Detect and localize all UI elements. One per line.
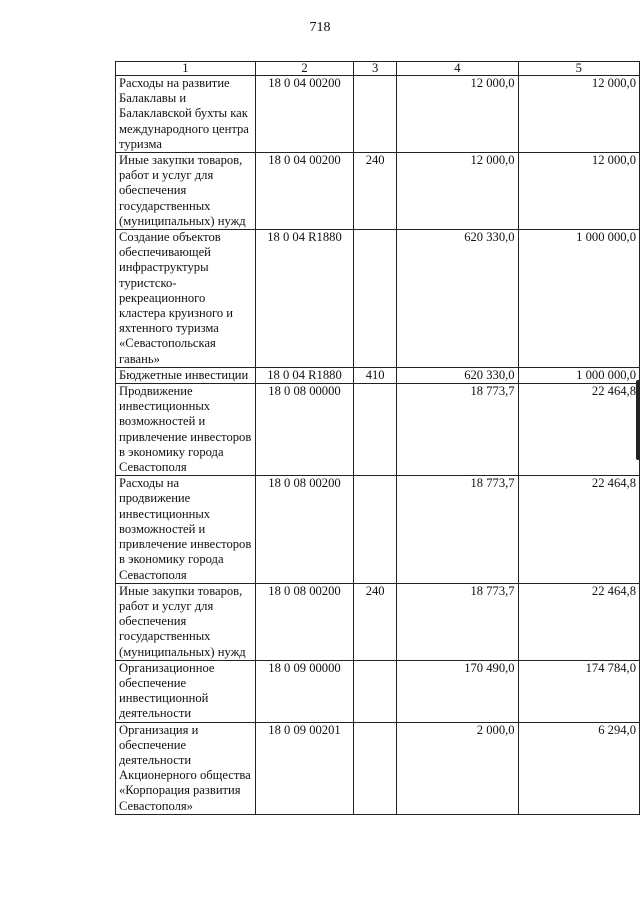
row-value-col5-cell: 1 000 000,0 [518, 367, 639, 383]
row-value-col5-cell: 1 000 000,0 [518, 230, 639, 368]
row-type-cell [354, 722, 397, 814]
row-value-col4-cell: 2 000,0 [397, 722, 518, 814]
row-name-cell: Бюджетные инвестиции [116, 367, 256, 383]
row-value-col4-cell: 12 000,0 [397, 76, 518, 153]
row-code-cell: 18 0 08 00200 [255, 583, 353, 660]
row-code-cell: 18 0 04 R1880 [255, 230, 353, 368]
row-value-col4-cell: 620 330,0 [397, 367, 518, 383]
row-name-cell: Продвижение инвестиционных возможностей и привлечение инвесторов в экономику города Севастополя [116, 384, 256, 476]
row-value-col4-cell: 170 490,0 [397, 660, 518, 722]
row-code-cell: 18 0 08 00000 [255, 384, 353, 476]
row-name-cell: Организация и обеспечение деятельности Акционерного общества «Корпорация развития Севастополя» [116, 722, 256, 814]
column-header-4: 4 [397, 62, 518, 76]
page-number: 718 [309, 20, 331, 35]
row-type-cell [354, 384, 397, 476]
row-value-col5-cell: 12 000,0 [518, 76, 639, 153]
row-value-col4-cell: 18 773,7 [397, 476, 518, 583]
row-code-cell: 18 0 04 00200 [255, 153, 353, 230]
row-value-col5-cell: 22 464,8 [518, 583, 639, 660]
table-row [116, 76, 640, 153]
row-code-cell: 18 0 04 00200 [255, 76, 353, 153]
row-code-cell: 18 0 09 00201 [255, 722, 353, 814]
column-header-5: 5 [518, 62, 639, 76]
table-row [116, 153, 640, 230]
row-name-cell: Иные закупки товаров, работ и услуг для обеспечения государственных (муниципальных) нужд [116, 153, 256, 230]
column-header-3: 3 [354, 62, 397, 76]
scan-edge-mark [636, 380, 640, 460]
row-value-col5-cell: 6 294,0 [518, 722, 639, 814]
row-value-col4-cell: 18 773,7 [397, 583, 518, 660]
budget-table [115, 61, 640, 815]
row-type-cell [354, 476, 397, 583]
row-type-cell [354, 76, 397, 153]
row-type-cell [354, 230, 397, 368]
row-value-col4-cell: 18 773,7 [397, 384, 518, 476]
row-code-cell: 18 0 08 00200 [255, 476, 353, 583]
table-row [116, 660, 640, 722]
row-type-cell: 240 [354, 153, 397, 230]
row-value-col5-cell: 12 000,0 [518, 153, 639, 230]
row-name-cell: Расходы на развитие Балаклавы и Балаклавской бухты как международного центра туризма [116, 76, 256, 153]
row-name-cell: Расходы на продвижение инвестиционных возможностей и привлечение инвесторов в экономику города Севастополя [116, 476, 256, 583]
row-code-cell: 18 0 04 R1880 [255, 367, 353, 383]
row-type-cell [354, 660, 397, 722]
row-value-col5-cell: 174 784,0 [518, 660, 639, 722]
table-row [116, 230, 640, 368]
row-name-cell: Создание объектов обеспечивающей инфраструктуры туристско-рекреационного кластера круизного и яхтенного туризма «Севастопольская гавань» [116, 230, 256, 368]
row-type-cell: 240 [354, 583, 397, 660]
table-row [116, 476, 640, 583]
row-code-cell: 18 0 09 00000 [255, 660, 353, 722]
row-name-cell: Иные закупки товаров, работ и услуг для обеспечения государственных (муниципальных) нужд [116, 583, 256, 660]
row-value-col5-cell: 22 464,8 [518, 476, 639, 583]
row-type-cell: 410 [354, 367, 397, 383]
table-row [116, 722, 640, 814]
header-row [116, 62, 640, 76]
column-header-1: 1 [116, 62, 256, 76]
row-value-col4-cell: 620 330,0 [397, 230, 518, 368]
table-row [116, 384, 640, 476]
table-row [116, 583, 640, 660]
column-header-2: 2 [255, 62, 353, 76]
table-row [116, 367, 640, 383]
row-value-col4-cell: 12 000,0 [397, 153, 518, 230]
row-name-cell: Организационное обеспечение инвестиционной деятельности [116, 660, 256, 722]
row-value-col5-cell: 22 464,8 [518, 384, 639, 476]
